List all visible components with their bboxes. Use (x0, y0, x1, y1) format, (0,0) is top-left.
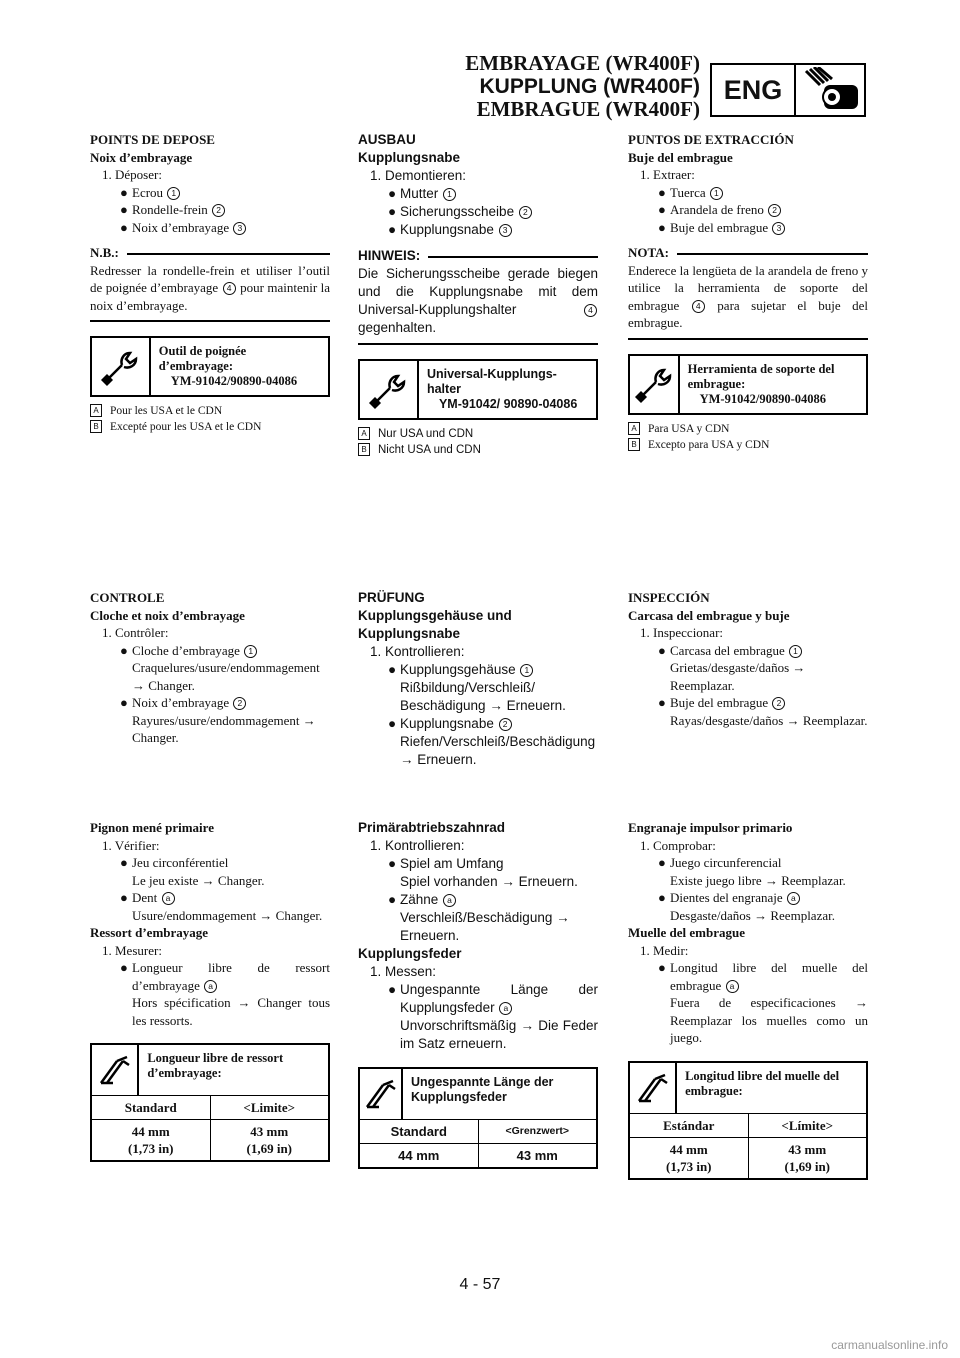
list-item: ● Tuerca 1 (628, 184, 868, 202)
gear-step: 1. Comprobar: (640, 837, 716, 853)
list-item-desc: Craquelures/usure/endommagement → Changer. (132, 660, 320, 693)
eng-section-badge (710, 63, 866, 117)
spec-header-standard: Standard (390, 1124, 447, 1139)
region-notes: A Para USA y CDN B Excepto para USA y CDN (628, 421, 868, 453)
header-title-es: EMBRAGUE (WR400F) (476, 97, 700, 121)
note-text: Die Sicherungsscheibe gerade biegen und die Kupplungsnabe mit dem Universal-Kupplungshalter 4 gegenhalten. (358, 266, 598, 335)
list-item: ● Zähne a (358, 891, 598, 909)
spring-title: Ressort d’embrayage (90, 925, 209, 940)
spec-table (90, 1043, 330, 1162)
list-item-desc: Unvorschriftsmäßig → Die Feder im Satz erneuern. (400, 1018, 598, 1051)
list-item: ● Noix d’embrayage 3 (90, 219, 330, 237)
list-item-desc: Rayures/usure/endommagement → Changer. (132, 712, 316, 745)
list-item: ● Spiel am Umfang (388, 856, 504, 871)
list-item: ● Ecrou 1 (90, 184, 330, 202)
tool-number: YM-91042/90890-04086 (170, 374, 298, 388)
spec-header-limit: <Limite> (210, 1096, 329, 1119)
inspection-subtitle: Kupplungsgehäuse und Kupplungsnabe (358, 608, 512, 641)
wrench-icon (630, 356, 680, 413)
spec-value-limit: 43 mm (1,69 in) (748, 1138, 867, 1178)
list-item: ● Sicherungsscheibe 2 (358, 203, 598, 221)
list-item: ● Noix d’embrayage 2 (90, 694, 330, 712)
spec-header-limit: <Límite> (748, 1114, 867, 1137)
note-text: Redresser la rondelle-frein et utiliser l’outil de poignée d’embrayage 4 pour maintenir la noix d’embrayage. (90, 262, 331, 313)
spring-step: 1. Mesurer: (102, 942, 162, 958)
list-item: ● Kupplungsnabe 3 (358, 221, 598, 239)
list-item-desc: Desgaste/daños → Reemplazar. (670, 907, 835, 923)
removal-subtitle: Buje del embrague (628, 149, 733, 165)
list-item: ● Dent a (90, 889, 330, 907)
tool-name: Universal-Kupplungs-halter (426, 367, 557, 396)
watermark: carmanualsonline.info (831, 1338, 948, 1352)
list-item: ● Kupplungsnabe 2 (358, 715, 598, 733)
list-item-desc: Le jeu existe → Changer. (132, 872, 265, 888)
spec-header-standard: Standard (124, 1100, 177, 1115)
tool-box (90, 336, 330, 397)
removal-step: 1. Demontieren: (370, 168, 467, 183)
removal-subtitle: Kupplungsnabe (358, 150, 460, 165)
gear-spring-fr (90, 819, 330, 1162)
header-title-de: KUPPLUNG (WR400F) (479, 75, 700, 98)
removal-title: AUSBAU (358, 132, 416, 147)
tool-box (628, 354, 868, 415)
gear-title: Primärabtriebszahnrad (358, 820, 506, 835)
inspection-subtitle: Cloche et noix d’embrayage (90, 607, 245, 623)
spec-value-limit: 43 mm (1,69 in) (210, 1120, 329, 1160)
gear-title: Engranaje impulsor primario (628, 820, 793, 835)
spec-table (358, 1067, 598, 1169)
spring-step: 1. Messen: (370, 964, 437, 979)
caliper-icon (360, 1069, 403, 1119)
section-header (420, 52, 700, 121)
removal-fr (90, 131, 330, 435)
spring-title: Kupplungsfeder (358, 946, 462, 961)
spec-table (628, 1061, 868, 1180)
list-item: ● Buje del embrague 2 (628, 694, 868, 712)
region-notes: A Nur USA und CDN B Nicht USA und CDN (358, 426, 598, 458)
header-title-fr: EMBRAYAGE (WR400F) (465, 51, 700, 75)
list-item: ● Longitud libre del muelle del embrague a (658, 960, 868, 993)
tool-number: YM-91042/ 90890-04086 (438, 397, 578, 411)
spec-header-limit: <Grenzwert> (478, 1120, 597, 1143)
tool-number: YM-91042/90890-04086 (699, 391, 826, 406)
list-item-desc: Verschleiß/Beschädigung → Erneuern. (400, 910, 570, 943)
spec-value-standard: 44 mm (1,73 in) (666, 1141, 712, 1174)
gear-step: 1. Vérifier: (102, 837, 160, 853)
inspection-step: 1. Inspeccionar: (640, 625, 724, 640)
tool-name: Outil de poignée d’embrayage: (158, 344, 247, 373)
inspection-step: 1. Contrôler: (102, 625, 169, 640)
list-item: ● Ungespannte Länge der Kupplungsfeder a (388, 982, 598, 1015)
list-item-desc: Existe juego libre → Reemplazar. (670, 872, 846, 888)
removal-title: POINTS DE DEPOSE (90, 132, 215, 147)
list-item-desc: Usure/endommagement → Changer. (132, 907, 323, 923)
removal-step: 1. Déposer: (102, 167, 162, 182)
list-item-desc: Riefen/Verschleiß/Beschädigung → Erneuern. (400, 734, 596, 767)
list-item-desc: Rißbildung/Verschleiß/ Beschädigung → Erneuern. (400, 680, 566, 713)
note-header: HINWEIS: (358, 247, 598, 265)
wrench-icon (92, 338, 151, 395)
gear-title: Pignon mené primaire (90, 820, 214, 835)
list-item: ● Mutter 1 (358, 185, 598, 203)
gear-spring-de (358, 819, 598, 1169)
badge-label: ENG (712, 65, 796, 115)
list-item: ● Juego circunferencial (658, 855, 782, 870)
note-header: NOTA: (628, 244, 868, 262)
page-number: 4 - 57 (459, 1276, 501, 1293)
engine-icon (796, 65, 864, 115)
removal-title: PUNTOS DE EXTRACCIÓN (628, 132, 794, 147)
spec-title: Longueur libre de ressort d’embrayage: (147, 1051, 284, 1080)
list-item-desc: Grietas/desgaste/daños → Reemplazar. (670, 660, 806, 693)
removal-de (358, 131, 598, 458)
list-item: ● Longueur libre de ressort d’embrayage a (120, 960, 330, 993)
tool-box (358, 359, 598, 420)
inspection-es (628, 589, 868, 729)
spec-value-limit: 43 mm (478, 1144, 597, 1167)
removal-es (628, 131, 868, 453)
note-text: Enderece la lengüeta de la arandela de freno y utilice la herramienta de soporte del embrague 4 para sujetar el buje del embrague. (628, 262, 869, 330)
tool-name: Herramienta de soporte del embrague: (687, 361, 835, 391)
list-item: ● Carcasa del embrague 1 (628, 642, 868, 660)
list-item-desc: Rayas/desgaste/daños → Reemplazar. (670, 712, 868, 728)
list-item: ● Buje del embrague 3 (628, 219, 868, 237)
spec-title: Ungespannte Länge der Kupplungsfeder (411, 1075, 554, 1104)
inspection-title: CONTROLE (90, 590, 165, 605)
inspection-step: 1. Kontrollieren: (370, 644, 465, 659)
spec-value-standard: 44 mm (1,73 in) (128, 1124, 174, 1156)
spring-title: Muelle del embrague (628, 925, 745, 940)
list-item-desc: Spiel vorhanden → Erneuern. (400, 874, 578, 889)
spec-value-standard: 44 mm (398, 1148, 440, 1163)
list-item: ● Cloche d’embrayage 1 (90, 642, 330, 660)
spec-title: Longitud libre del muelle del embrague: (685, 1068, 840, 1098)
spring-step: 1. Medir: (640, 942, 689, 958)
list-item-desc: Fuera de especificaciones → Reemplazar los muelles como un juego. (670, 995, 868, 1045)
spec-header-standard: Estándar (663, 1117, 715, 1133)
inspection-title: PRÜFUNG (358, 590, 425, 605)
inspection-title: INSPECCIÓN (628, 590, 710, 605)
inspection-subtitle: Carcasa del embrague y buje (628, 607, 790, 623)
caliper-icon (92, 1045, 139, 1095)
removal-subtitle: Noix d’embrayage (90, 149, 193, 165)
gear-spring-es (628, 819, 868, 1180)
list-item: ● Kupplungsgehäuse 1 (358, 661, 598, 679)
gear-step: 1. Kontrollieren: (370, 838, 465, 853)
wrench-icon (360, 361, 419, 418)
region-notes: A Pour les USA et le CDN B Excepté pour les USA et le CDN (90, 403, 330, 435)
list-item: ● Arandela de freno 2 (628, 201, 868, 219)
list-item: ● Dientes del engranaje a (628, 889, 868, 907)
removal-step: 1. Extraer: (640, 167, 695, 182)
inspection-fr (90, 589, 330, 747)
list-item: ● Jeu circonférentiel (120, 855, 229, 870)
caliper-icon (630, 1063, 677, 1113)
list-item: ● Rondelle-frein 2 (90, 201, 330, 219)
list-item-desc: Hors spécification → Changer tous les ressorts. (132, 995, 330, 1028)
note-header: N.B.: (90, 244, 330, 262)
inspection-de (358, 589, 598, 769)
